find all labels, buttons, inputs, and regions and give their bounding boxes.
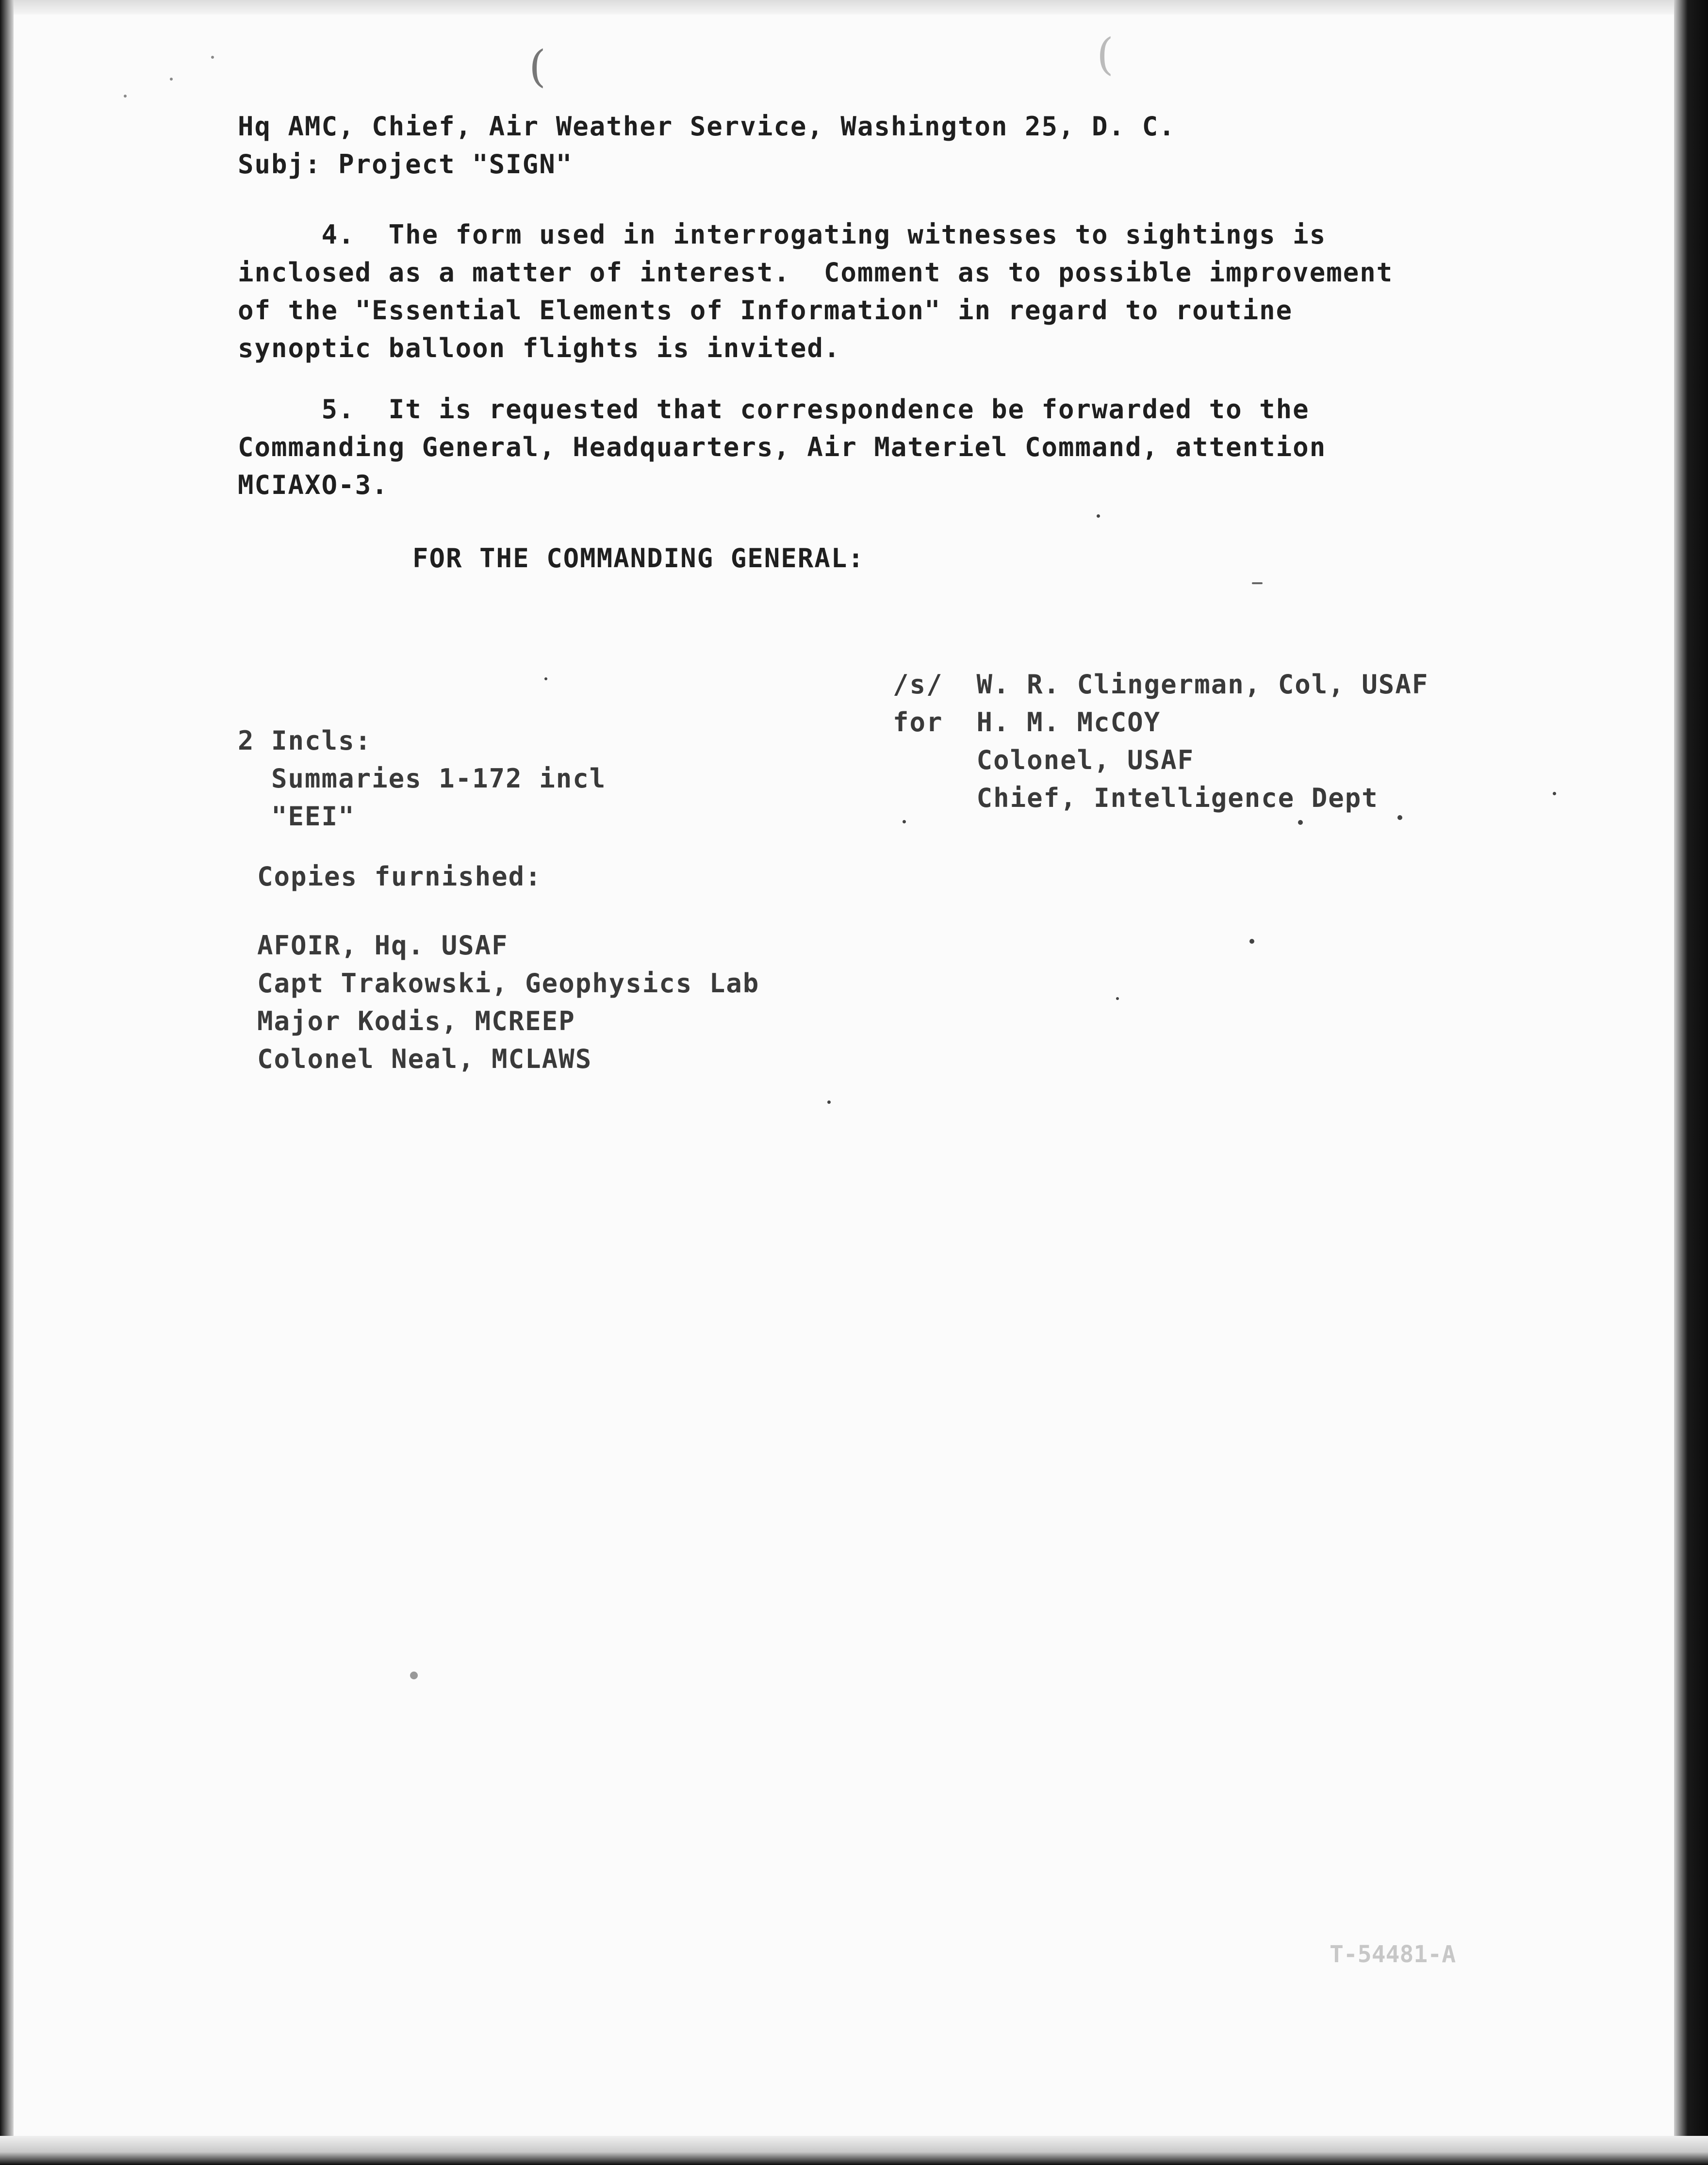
- copies-list-item: AFOIR, Hq. USAF: [257, 930, 509, 961]
- scan-edge-top: [0, 0, 1708, 15]
- copies-heading: Copies furnished:: [257, 861, 542, 892]
- scan-edge-left: [0, 0, 14, 2165]
- copies-list-item: Colonel Neal, MCLAWS: [257, 1044, 592, 1074]
- signature-line: Colonel, USAF: [893, 745, 1195, 775]
- paragraph-4-line: of the "Essential Elements of Information" in regard to routine: [238, 295, 1293, 326]
- inclosure-line: "EEI": [238, 801, 355, 832]
- speck: [211, 56, 214, 59]
- speck: [410, 1672, 418, 1679]
- speck: [1397, 815, 1402, 820]
- copies-list-item: Major Kodis, MCREEP: [257, 1006, 575, 1036]
- scan-edge-bottom: [0, 2136, 1708, 2165]
- signature-line: Chief, Intelligence Dept: [893, 783, 1379, 813]
- paragraph-4-line: synoptic balloon flights is invited.: [238, 333, 841, 363]
- paragraph-5-line: 5. It is requested that correspondence be forwarded to the: [238, 394, 1310, 425]
- scan-edge-right: [1674, 0, 1708, 2165]
- inclosure-line: 2 Incls:: [238, 725, 372, 756]
- signature-line: /s/ W. R. Clingerman, Col, USAF: [893, 669, 1429, 700]
- speck: [170, 78, 173, 81]
- speck: [1097, 514, 1100, 518]
- inclosure-line: Summaries 1-172 incl: [238, 763, 607, 794]
- stray-mark: (: [1097, 29, 1114, 80]
- paragraph-4-line: inclosed as a matter of interest. Comment as to possible improvement: [238, 257, 1394, 288]
- paragraph-5-line: Commanding General, Headquarters, Air Materiel Command, attention: [238, 432, 1327, 462]
- speck: [1298, 820, 1303, 825]
- speck: [544, 677, 547, 680]
- speck: [1252, 582, 1263, 584]
- copies-list-item: Capt Trakowski, Geophysics Lab: [257, 968, 760, 999]
- speck: [1553, 792, 1556, 795]
- paragraph-4-line: 4. The form used in interrogating witnesses to sightings is: [238, 219, 1327, 250]
- header-line-1: Hq AMC, Chief, Air Weather Service, Washington 25, D. C.: [238, 111, 1176, 142]
- speck: [827, 1100, 831, 1104]
- subject-line: Subj: Project "SIGN": [238, 149, 573, 180]
- speck: [903, 820, 906, 823]
- speck: [1249, 939, 1254, 944]
- stray-mark: (: [529, 41, 546, 92]
- speck: [124, 95, 127, 98]
- signature-line: for H. M. McCOY: [893, 707, 1161, 738]
- document-number: T-54481-A: [1330, 1941, 1456, 1968]
- paragraph-5-line: MCIAXO-3.: [238, 470, 389, 500]
- speck: [1116, 997, 1119, 1000]
- closing-line: FOR THE COMMANDING GENERAL:: [412, 543, 865, 574]
